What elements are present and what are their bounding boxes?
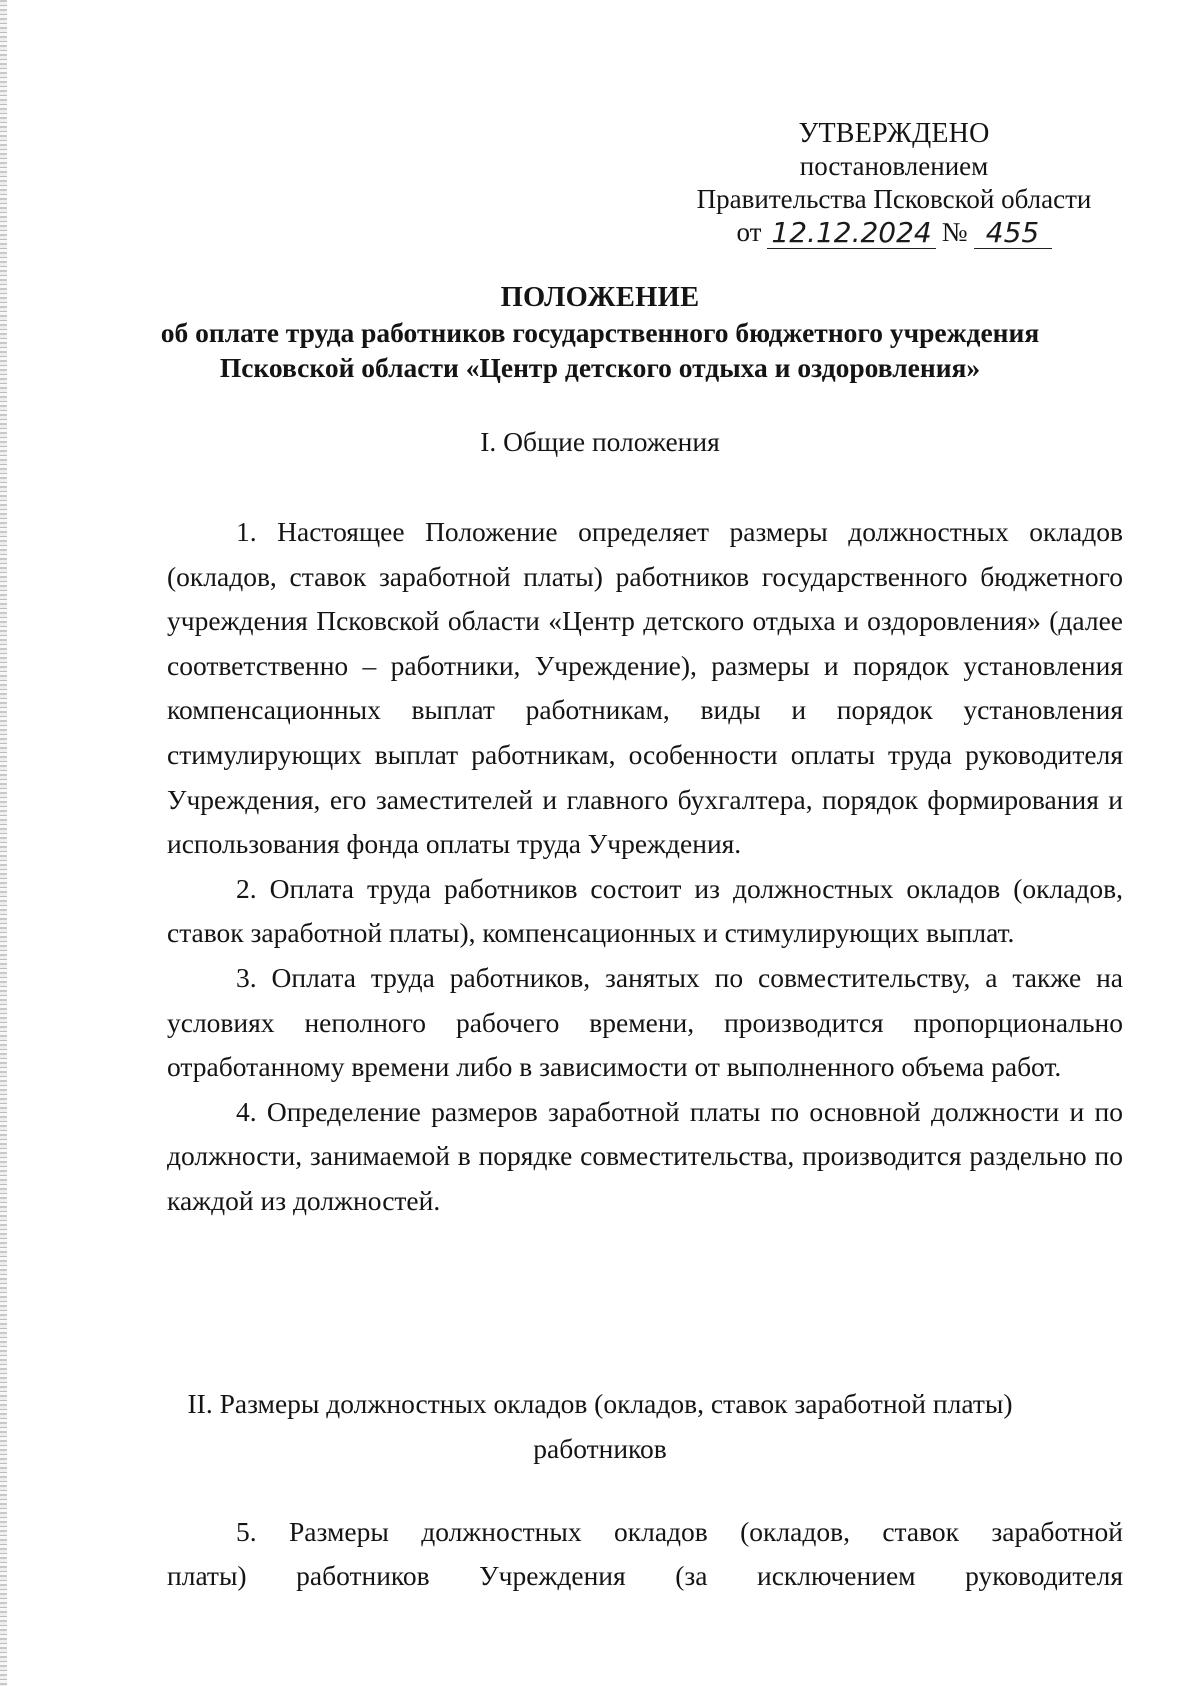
title-line-2: об оплате труда работников государственного бюджетного учреждения	[160, 317, 1040, 348]
handwritten-number: 455	[974, 218, 1052, 249]
paragraph-3: 3. Оплата труда работников, занятых по совместительству, а также на условиях неполного рабочего времени, производится пропорционально отработанному времени либо в зависимости от выполненного объема работ.	[167, 961, 1123, 1083]
paragraph-2: 2. Оплата труда работников состоит из должностных окладов (окладов, ставок заработной платы), компенсационных и стимулирующих выплат.	[167, 872, 1123, 949]
section-2-heading-line-2: работников	[533, 1433, 667, 1464]
paragraph-5-line-2: платы) работников Учреждения (за исключением руководителя	[167, 1560, 1123, 1591]
approval-stamp: УТВЕРЖДЕНО	[798, 118, 990, 149]
title-line-3: Псковской области «Центр детского отдыха и оздоровления»	[219, 352, 981, 383]
paragraph-4: 4. Определение размеров заработной платы по основной должности и по должности, занимаемой в порядке совместительства, производится раздельно по каждой из должностей.	[167, 1095, 1123, 1216]
approval-date-line	[736, 216, 1051, 249]
number-label: №	[941, 217, 968, 247]
handwritten-date: 12.12.2024	[767, 218, 935, 249]
section-2-heading-line-1: II. Размеры должностных окладов (окладов, ставок заработной платы)	[187, 1388, 1013, 1419]
section-1-body	[167, 510, 1123, 1224]
approval-line-2: постановлением	[799, 151, 989, 181]
paragraph-5-line-1: 5. Размеры должностных окладов (окладов, ставок заработной	[236, 1516, 1123, 1547]
document-title	[130, 280, 1070, 385]
approval-block	[684, 117, 1104, 249]
section-2-heading	[130, 1381, 1070, 1471]
paragraph-1: 1. Настоящее Положение определяет размеры должностных окладов (окладов, ставок заработной платы) работников государственного бюджетного учреждения Псковской области «Центр детского отдыха и оздоровления» (далее соответственно – работники, Учреждение), размеры и порядок установления компенсационных выплат работникам, виды и порядок установления стимулирующих выплат работникам, особенности оплаты труда руководителя Учреждения, его заместителей и главного бухгалтера, порядок формирования и использования фонда оплаты труда Учреждения.	[167, 516, 1123, 860]
scan-edge	[0, 0, 7, 1686]
approval-line-3: Правительства Псковской области	[696, 184, 1092, 214]
section-1-heading: I. Общие положения	[480, 426, 720, 457]
title-line-1: ПОЛОЖЕНИЕ	[500, 282, 700, 313]
paragraph-5	[167, 1510, 1123, 1598]
from-label: от	[736, 217, 762, 247]
